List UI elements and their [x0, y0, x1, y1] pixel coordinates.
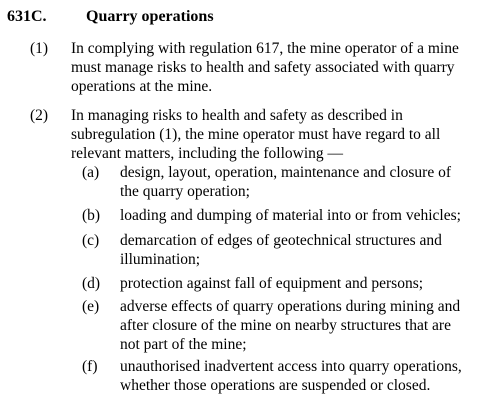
text-line: demarcation of edges of geotechnical structures and — [120, 232, 442, 249]
text-line: unauthorised inadvertent access into quarry operations, — [120, 358, 462, 375]
section-heading — [7, 7, 214, 26]
text-line: protection against fall of equipment and persons; — [120, 275, 424, 292]
text-line: after closure of the mine on nearby structures that are — [120, 317, 451, 334]
paragraph-mark: (b) — [82, 207, 101, 224]
paragraph-mark: (f) — [82, 358, 98, 375]
paragraph-mark: (d) — [82, 275, 101, 292]
paragraph-text — [120, 297, 485, 354]
text-line: adverse effects of quarry operations during mining and — [120, 298, 461, 315]
paragraph-text — [120, 231, 485, 269]
text-line: In complying with regulation 617, the mine operator of a mine — [71, 40, 459, 57]
text-line: the quarry operation; — [120, 183, 250, 200]
paragraph-mark: (e) — [82, 298, 100, 315]
subregulation-text — [71, 39, 481, 96]
text-line: whether those operations are suspended or closed. — [120, 377, 431, 394]
text-line: must manage risks to health and safety associated with quarry — [71, 59, 455, 76]
text-line: design, layout, operation, maintenance and closure of — [120, 164, 451, 181]
section-number: 631C. — [7, 8, 47, 25]
paragraph-mark: (c) — [82, 232, 100, 249]
text-line: not part of the mine; — [120, 336, 247, 353]
paragraph-text — [120, 206, 485, 225]
text-line: operations at the mine. — [71, 78, 213, 95]
subregulation-mark: (1) — [30, 40, 49, 57]
text-line: In managing risks to health and safety as described in — [71, 107, 403, 124]
paragraph-text — [120, 163, 485, 201]
subregulation-text — [71, 106, 481, 163]
subregulation-mark: (2) — [30, 107, 49, 124]
paragraph-mark: (a) — [82, 164, 100, 181]
text-line: illumination; — [120, 251, 201, 268]
text-line: subregulation (1), the mine operator must have regard to all — [71, 126, 441, 143]
paragraph-text — [120, 274, 485, 293]
text-line: relevant matters, including the following — — [71, 145, 344, 162]
section-title: Quarry operations — [86, 8, 214, 25]
text-line: loading and dumping of material into or from vehicles; — [120, 207, 461, 224]
paragraph-text — [120, 357, 485, 395]
